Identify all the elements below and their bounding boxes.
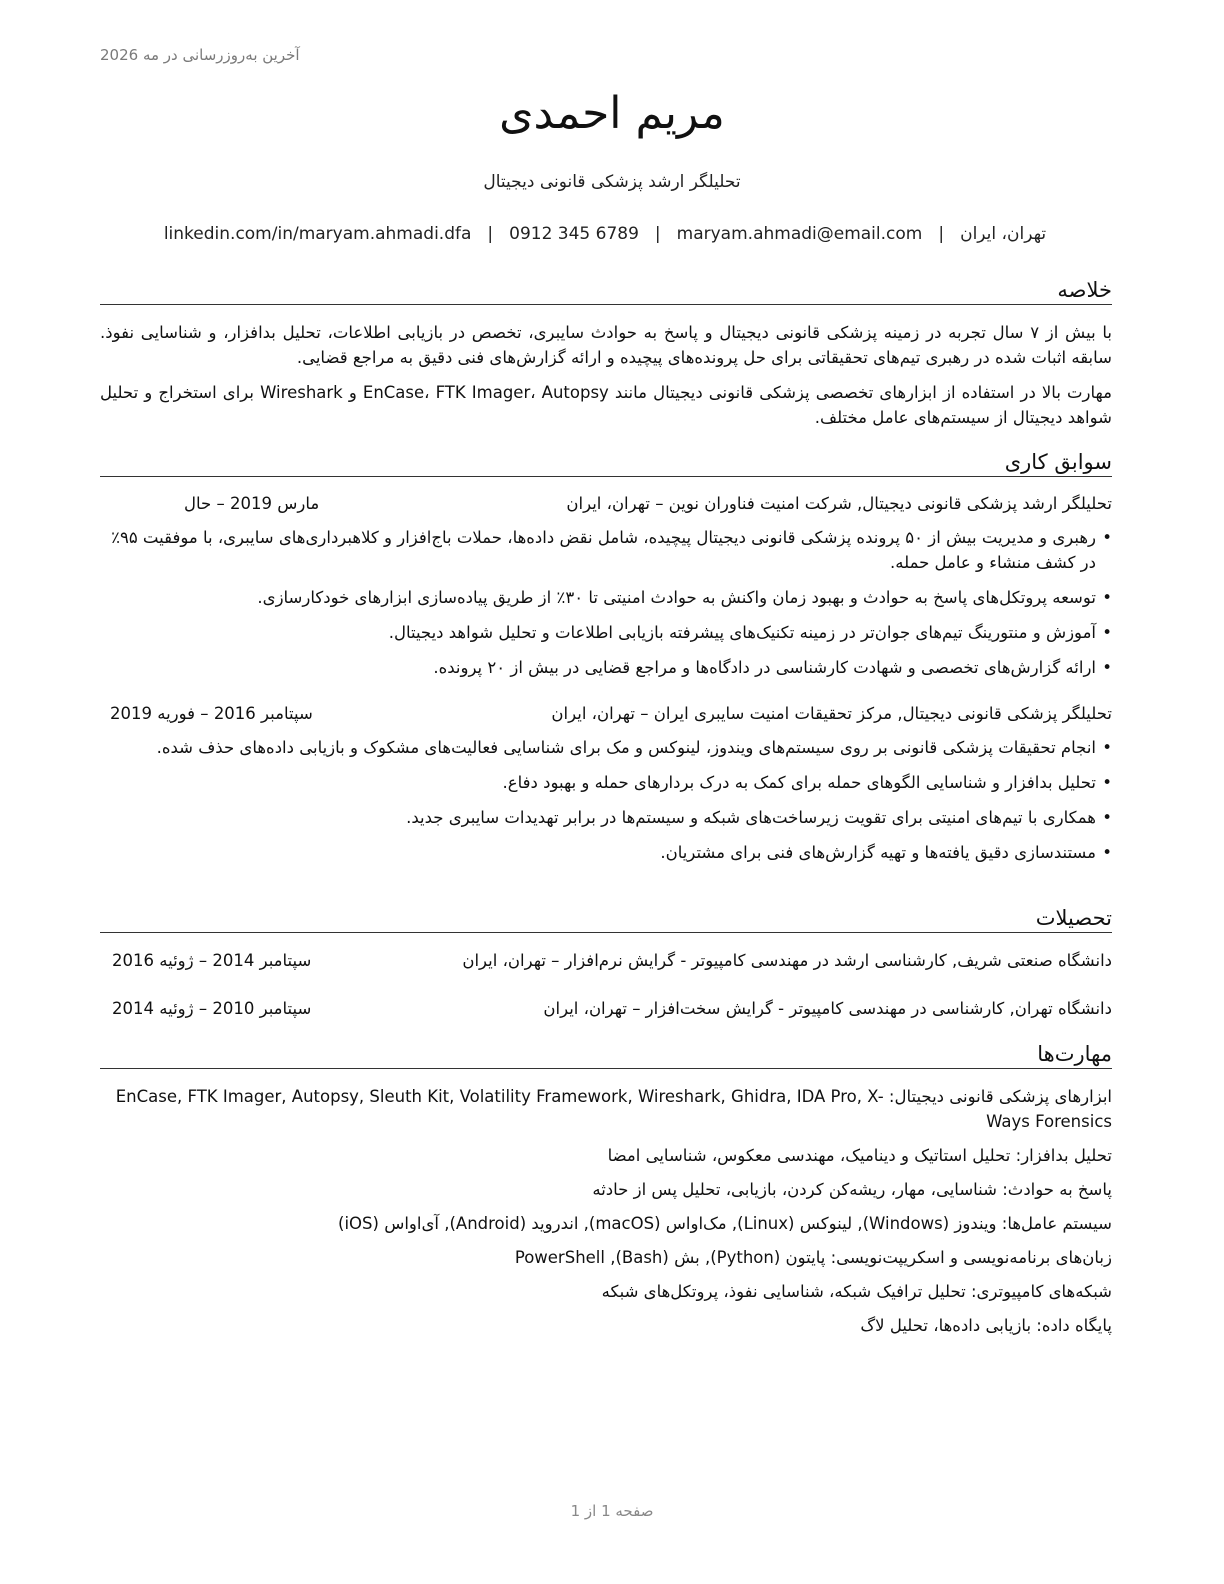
- contact-separator: |: [654, 224, 661, 244]
- job-header: [100, 494, 1112, 518]
- education-dates: سپتامبر 2014 – ژوئیه 2016: [112, 951, 312, 970]
- last-updated: آخرین به‌روزرسانی در مه 2026: [100, 46, 300, 64]
- skill-row: تحلیل بدافزار: تحلیل استاتیک و دینامیک، مهندسی معکوس، شناسایی امضا: [607, 1146, 1112, 1165]
- job-role: تحلیلگر ارشد پزشکی قانونی دیجیتال, شرکت امنیت فناوران نوین – تهران، ایران: [566, 494, 1112, 513]
- skill-row: شبکه‌های کامپیوتری: تحلیل ترافیک شبکه، شناسایی نفوذ، پروتکل‌های شبکه: [601, 1282, 1112, 1301]
- bullet-item: • انجام تحقیقات پزشکی قانونی بر روی سیستم‌های ویندوز، لینوکس و مک برای شناسایی فعالیت‌های مشکوک و بازیابی داده‌های حذف شده.: [100, 735, 1112, 760]
- contact-linkedin[interactable]: linkedin.com/in/maryam.ahmadi.dfa: [163, 224, 472, 244]
- contact-separator: |: [487, 224, 494, 244]
- contact-line: [100, 224, 1110, 244]
- job-dates: مارس 2019 – حال: [184, 494, 320, 513]
- education-text: دانشگاه صنعتی شریف, کارشناسی ارشد در مهندسی کامپیوتر - گرایش نرم‌افزار – تهران، ایران: [462, 951, 1112, 970]
- experience-heading: سوابق کاری: [100, 450, 1112, 477]
- bullet-item: • توسعه پروتکل‌های پاسخ به حوادث و بهبود زمان واکنش به حوادث امنیتی تا ۳۰٪ از طریق پیاده‌سازی ابزارهای خودکارسازی.: [100, 585, 1112, 610]
- job-dates: سپتامبر 2016 – فوریه 2019: [110, 704, 313, 723]
- summary-paragraph-1: با بیش از ۷ سال تجربه در زمینه پزشکی قانونی دیجیتال و پاسخ به حوادث سایبری، تخصص در بازیابی اطلاعات، تحلیل بدافزار، و شناسایی نفوذ. سابقه اثبات شده در رهبری تیم‌های تحقیقاتی برای حل پرونده‌های پیچیده و ارائه گزارش‌های فنی دقیق به مراجع قضایی.: [100, 323, 1112, 367]
- page-number: صفحه 1 از 1: [570, 1502, 654, 1520]
- contact-location: تهران، ایران: [960, 224, 1047, 244]
- job-role: تحلیلگر پزشکی قانونی دیجیتال, مرکز تحقیقات امنیت سایبری ایران – تهران، ایران: [551, 704, 1112, 723]
- education-item: [100, 999, 1112, 1023]
- education-heading: تحصیلات: [100, 906, 1112, 933]
- summary-heading: خلاصه: [100, 278, 1112, 305]
- job-bullets: [100, 525, 1112, 690]
- contact-phone[interactable]: 0912 345 6789: [509, 224, 639, 244]
- skills-list: [100, 1084, 1112, 1347]
- contact-separator: |: [938, 224, 945, 244]
- job-title: تحلیلگر ارشد پزشکی قانونی دیجیتال: [483, 172, 741, 192]
- bullet-item: • مستندسازی دقیق یافته‌ها و تهیه گزارش‌های فنی برای مشتریان.: [100, 840, 1112, 865]
- contact-email[interactable]: maryam.ahmadi@email.com: [676, 224, 923, 244]
- skill-row: ابزارهای پزشکی قانونی دیجیتال: EnCase, FTK Imager, Autopsy, Sleuth Kit, Volatility Framework, Wireshark, Ghidra, IDA Pro, X-Ways Forensics: [115, 1087, 1112, 1131]
- education-dates: سپتامبر 2010 – ژوئیه 2014: [112, 999, 312, 1018]
- skill-row: پایگاه داده: بازیابی داده‌ها، تحلیل لاگ: [860, 1316, 1112, 1335]
- skill-row: زبان‌های برنامه‌نویسی و اسکریپت‌نویسی: پایتون (Python), بش (Bash), PowerShell: [514, 1248, 1112, 1267]
- bullet-item: • رهبری و مدیریت بیش از ۵۰ پرونده پزشکی قانونی دیجیتال پیچیده، شامل نقض داده‌ها، حملات باج‌افزار و کلاهبرداری‌های سایبری، با موفقیت ۹۵٪ در کشف منشاء و عامل حمله.: [100, 525, 1112, 575]
- bullet-item: • همکاری با تیم‌های امنیتی برای تقویت زیرساخت‌های شبکه و سیستم‌ها در برابر تهدیدات سایبری جدید.: [100, 805, 1112, 830]
- education-item: [100, 951, 1112, 975]
- bullet-item: • تحلیل بدافزار و شناسایی الگوهای حمله برای کمک به درک بردارهای حمله و بهبود دفاع.: [100, 770, 1112, 795]
- bullet-item: • ارائه گزارش‌های تخصصی و شهادت کارشناسی در دادگاه‌ها و مراجع قضایی در بیش از ۲۰ پرونده.: [100, 655, 1112, 680]
- bullet-item: • آموزش و منتورینگ تیم‌های جوان‌تر در زمینه تکنیک‌های پیشرفته بازیابی اطلاعات و تحلیل شواهد دیجیتال.: [100, 620, 1112, 645]
- skills-heading: مهارت‌ها: [100, 1042, 1112, 1069]
- skill-row: پاسخ به حوادث: شناسایی، مهار، ریشه‌کن کردن، بازیابی، تحلیل پس از حادثه: [592, 1180, 1112, 1199]
- candidate-name: مریم احمدی: [499, 88, 725, 139]
- summary-paragraph-2: مهارت بالا در استفاده از ابزارهای تخصصی پزشکی قانونی دیجیتال مانند EnCase، FTK Imager، Autopsy و Wireshark برای استخراج و تحلیل شواهد دیجیتال از سیستم‌های عامل مختلف.: [100, 383, 1112, 427]
- job-bullets: [100, 735, 1112, 875]
- education-text: دانشگاه تهران, کارشناسی در مهندسی کامپیوتر - گرایش سخت‌افزار – تهران، ایران: [543, 999, 1112, 1018]
- skill-row: سیستم عامل‌ها: ویندوز (Windows), لینوکس (Linux), مک‌اواس (macOS), اندروید (Android), آی‌اواس (iOS): [338, 1214, 1112, 1233]
- job-header: [100, 704, 1112, 728]
